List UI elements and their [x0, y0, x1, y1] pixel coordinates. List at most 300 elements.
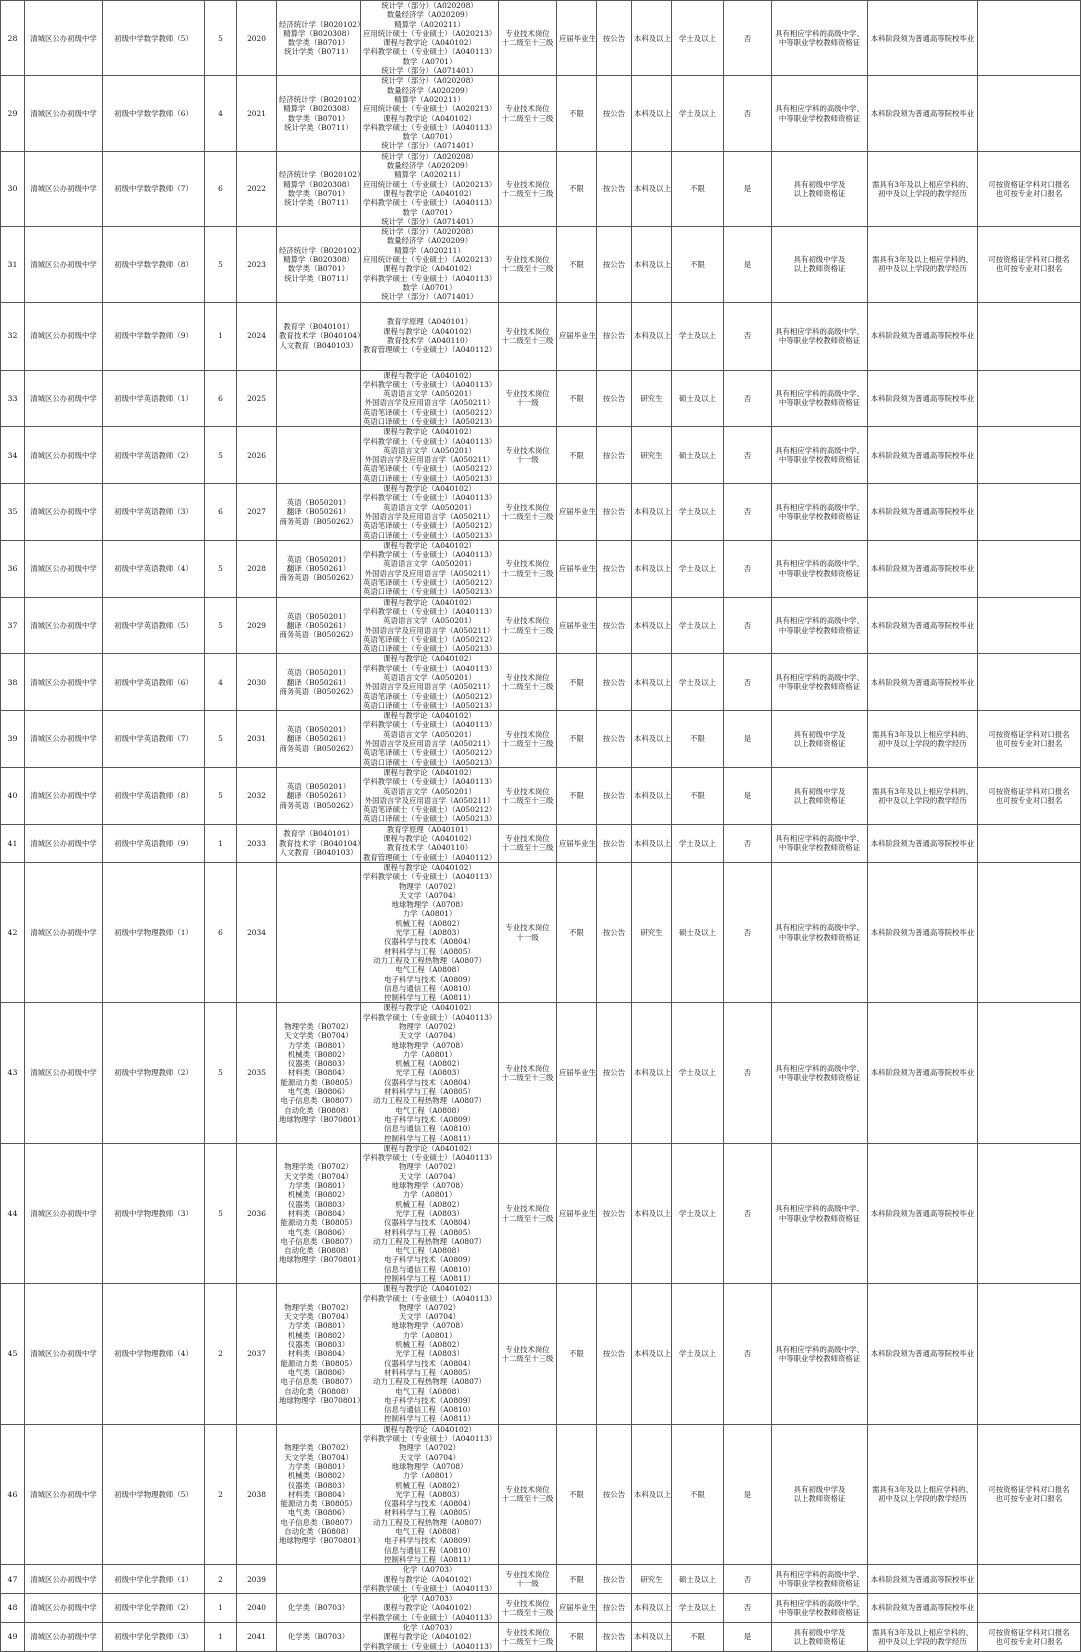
grad-line: 学科教学硕士（专业硕士）（A040113） — [363, 122, 497, 132]
grad-line: 数学（A0701） — [402, 56, 457, 66]
employer-cell: 清城区公办初级中学 — [25, 1003, 103, 1143]
cert-line: 以上教师资格证 — [793, 188, 846, 198]
exam-method-cell: 按公告 — [597, 1622, 632, 1651]
row-number-cell: 46 — [1, 1424, 25, 1564]
grad-line: 统计学（部分）（A020208） — [381, 76, 478, 86]
note-line: 也可按专业对口报名 — [995, 264, 1063, 274]
row-number-cell: 34 — [1, 427, 25, 484]
postgrad-majors-cell — [361, 654, 499, 711]
grad-line: 英语笔译硕士（专业硕士）（A050212） — [363, 464, 497, 474]
undergrad-line: 地球物理学（B070801） — [279, 1255, 365, 1265]
candidate-source-cell: 不限 — [557, 370, 597, 427]
post-level-cell — [499, 1424, 557, 1564]
grad-line: 英语语言文学（A050201） — [383, 786, 476, 796]
other-requirements-cell — [868, 711, 978, 768]
remarks-cell — [978, 862, 1081, 1002]
cert-line: 中等职业学校教师资格证 — [778, 398, 861, 408]
undergrad-line: 数学类（B0701） — [287, 188, 350, 198]
level-line: 十二级至十三级 — [501, 1494, 554, 1504]
grad-line: 材料科学与工程（A0805） — [384, 1227, 475, 1237]
table-row — [1, 1143, 1081, 1283]
grad-line: 英语语言文学（A050201） — [383, 616, 476, 626]
grad-line: 控制科学与工程（A0811） — [384, 1133, 475, 1143]
grad-line: 仪器科学与技术（A0804） — [384, 1218, 475, 1228]
education-cell: 本科及以上 — [632, 654, 672, 711]
grad-line: 统计学（部分）（A071401） — [381, 292, 478, 302]
headcount-cell: 2 — [205, 1284, 237, 1424]
row-number-cell: 41 — [1, 824, 25, 862]
other-requirements-cell — [868, 862, 978, 1002]
undergrad-line: 材料类（B0804） — [287, 1489, 350, 1499]
grad-line: 学科教学硕士（专业硕士）（A040113） — [363, 1583, 497, 1593]
remarks-cell — [978, 654, 1081, 711]
undergrad-line: 统计学类（B0711） — [284, 198, 353, 208]
headcount-cell: 5 — [205, 427, 237, 484]
grad-line: 统计学（部分）（A020208） — [381, 227, 478, 237]
level-line: 专业技术岗位 — [505, 1344, 550, 1354]
exam-method-cell: 按公告 — [597, 767, 632, 824]
level-line: 十二级至十三级 — [501, 1636, 554, 1646]
exam-method-cell: 按公告 — [597, 1594, 632, 1623]
grad-line: 教育学原理（A040101） — [386, 317, 473, 327]
headcount-cell: 1 — [205, 1622, 237, 1651]
remarks-cell — [978, 1424, 1081, 1564]
cert-line: 中等职业学校教师资格证 — [778, 455, 861, 465]
candidate-source-cell: 不限 — [557, 862, 597, 1002]
undergrad-line: 英语（B050201） — [286, 781, 351, 791]
grad-line: 地球物理学（A0708） — [391, 1461, 468, 1471]
undergrad-line: 商务英语（B050262） — [279, 800, 358, 810]
grad-line: 机械工程（A0802） — [395, 1199, 464, 1209]
flag-cell: 否 — [724, 1565, 772, 1594]
grad-line: 外国语言学及应用语言学（A050211） — [364, 739, 495, 749]
row-number-cell: 45 — [1, 1284, 25, 1424]
grad-line: 统计学（部分）（A020208） — [381, 1, 478, 10]
certificate-cell — [772, 767, 868, 824]
remarks-cell — [978, 1565, 1081, 1594]
grad-line: 课程与教学论（A040102） — [383, 484, 476, 494]
candidate-source-cell: 应届毕业生 — [557, 302, 597, 370]
grad-line: 数量经济学（A020209） — [386, 161, 473, 171]
grad-line: 材料科学与工程（A0805） — [384, 1508, 475, 1518]
undergrad-line: 精算学（B020308） — [283, 179, 354, 189]
postgrad-majors-cell — [361, 227, 499, 302]
grad-line: 数学（A0701） — [402, 282, 457, 292]
headcount-cell: 1 — [205, 302, 237, 370]
other-requirements-cell — [868, 1424, 978, 1564]
grad-line: 数量经济学（A020209） — [386, 85, 473, 95]
other-requirements-cell — [868, 1565, 978, 1594]
post-level-cell — [499, 1565, 557, 1594]
other-line: 本科阶段须为普通高等院校毕业 — [870, 1208, 975, 1218]
post-code-cell: 2020 — [237, 1, 277, 76]
post-level-cell — [499, 370, 557, 427]
exam-method-cell: 按公告 — [597, 654, 632, 711]
undergrad-line: 统计学类（B0711） — [284, 122, 353, 132]
grad-line: 英语笔译硕士（专业硕士）（A050212） — [363, 407, 497, 417]
education-cell: 本科及以上 — [632, 484, 672, 541]
degree-cell: 学士及以上 — [672, 1594, 724, 1623]
note-line: 也可按专业对口报名 — [995, 1494, 1063, 1504]
cert-line: 具有相应学科的高级中学、 — [775, 389, 864, 399]
table-row — [1, 302, 1081, 370]
degree-cell: 学士及以上 — [672, 76, 724, 151]
grad-line: 光学工程（A0803） — [395, 1068, 464, 1078]
other-requirements-cell — [868, 824, 978, 862]
undergrad-line: 自动化类（B0808） — [284, 1105, 353, 1115]
grad-line: 英语笔译硕士（专业硕士）（A050212） — [363, 521, 497, 531]
undergrad-line: 能源动力类（B0805） — [280, 1499, 357, 1509]
candidate-source-cell: 应届毕业生 — [557, 1143, 597, 1283]
undergrad-line: 物理学类（B0702） — [284, 1021, 353, 1031]
undergrad-line: 机械类（B0802） — [287, 1471, 350, 1481]
undergrad-line: 仪器类（B0803） — [287, 1480, 350, 1490]
table-row — [1, 1003, 1081, 1143]
education-cell: 本科及以上 — [632, 302, 672, 370]
postgrad-majors-cell — [361, 1284, 499, 1424]
undergrad-majors-cell — [277, 767, 361, 824]
candidate-source-cell: 应届毕业生 — [557, 484, 597, 541]
post-name-cell: 初级中学数学教师（5） — [103, 1, 205, 76]
remarks-cell — [978, 370, 1081, 427]
grad-line: 学科教学硕士（专业硕士）（A040113） — [363, 872, 497, 882]
other-requirements-cell — [868, 1003, 978, 1143]
certificate-cell — [772, 227, 868, 302]
remarks-cell — [978, 824, 1081, 862]
post-level-cell — [499, 227, 557, 302]
other-requirements-cell — [868, 370, 978, 427]
grad-line: 天文学（A0704） — [398, 1452, 461, 1462]
headcount-cell: 5 — [205, 540, 237, 597]
table-row — [1, 1424, 1081, 1564]
degree-cell: 不限 — [672, 1622, 724, 1651]
grad-line: 外国语言学及应用语言学（A050211） — [364, 625, 495, 635]
table-row — [1, 1594, 1081, 1623]
post-name-cell: 初级中学物理教师（1） — [103, 862, 205, 1002]
level-line: 专业技术岗位 — [505, 1063, 550, 1073]
education-cell: 本科及以上 — [632, 76, 672, 151]
employer-cell: 清城区公办初级中学 — [25, 370, 103, 427]
row-number-cell: 33 — [1, 370, 25, 427]
postgrad-majors-cell — [361, 427, 499, 484]
certificate-cell — [772, 1284, 868, 1424]
post-code-cell: 2040 — [237, 1594, 277, 1623]
other-requirements-cell — [868, 427, 978, 484]
level-line: 专业技术岗位 — [505, 1598, 550, 1608]
row-number-cell: 48 — [1, 1594, 25, 1623]
grad-line: 外国语言学及应用语言学（A050211） — [364, 511, 495, 521]
other-line: 本科阶段须为普通高等院校毕业 — [870, 108, 975, 118]
grad-line: 动力工程及工程热物理（A0807） — [373, 1236, 486, 1246]
grad-line: 天文学（A0704） — [398, 1312, 461, 1322]
flag-cell: 否 — [724, 302, 772, 370]
grad-line: 动力工程及工程热物理（A0807） — [373, 955, 486, 965]
undergrad-line: 统计学类（B0711） — [284, 47, 353, 57]
grad-line: 天文学（A0704） — [398, 890, 461, 900]
candidate-source-cell: 不限 — [557, 427, 597, 484]
postgrad-majors-cell — [361, 597, 499, 654]
employer-cell: 清城区公办初级中学 — [25, 654, 103, 711]
cert-line: 具有相应学科的高级中学、 — [775, 559, 864, 569]
grad-line: 英语语言文学（A050201） — [383, 559, 476, 569]
cert-line: 具有相应学科的高级中学、 — [775, 104, 864, 114]
postgrad-majors-cell — [361, 151, 499, 226]
degree-cell: 不限 — [672, 767, 724, 824]
grad-line: 教育技术学（A040110） — [386, 843, 473, 853]
candidate-source-cell: 不限 — [557, 767, 597, 824]
grad-line: 材料科学与工程（A0805） — [384, 946, 475, 956]
post-name-cell: 初级中学数学教师（6） — [103, 76, 205, 151]
table-row — [1, 1622, 1081, 1651]
grad-line: 课程与教学论（A040102） — [383, 1284, 476, 1294]
employer-cell: 清城区公办初级中学 — [25, 1, 103, 76]
grad-line: 控制科学与工程（A0811） — [384, 993, 475, 1003]
level-line: 专业技术岗位 — [505, 1569, 550, 1579]
degree-cell: 学士及以上 — [672, 1, 724, 76]
grad-line: 物理学（A0702） — [398, 1302, 461, 1312]
row-number-cell: 47 — [1, 1565, 25, 1594]
grad-line: 英语语言文学（A050201） — [383, 673, 476, 682]
grad-line: 物理学（A0702） — [398, 1162, 461, 1172]
other-line: 初中及以上学段的教学经历 — [878, 739, 967, 749]
table-row — [1, 711, 1081, 768]
grad-line: 控制科学与工程（A0811） — [384, 1414, 475, 1424]
other-line: 本科阶段须为普通高等院校毕业 — [870, 393, 975, 403]
grad-line: 学科教学硕士（专业硕士）（A040113） — [363, 198, 497, 208]
row-number-cell: 40 — [1, 767, 25, 824]
grad-line: 统计学（部分）（A071401） — [381, 216, 478, 226]
undergrad-majors-cell — [277, 302, 365, 370]
education-cell: 本科及以上 — [632, 1003, 672, 1143]
flag-cell: 否 — [724, 427, 772, 484]
undergrad-line: 教育学（B040101） — [283, 322, 354, 332]
level-line: 十二级至十三级 — [501, 795, 554, 805]
grad-line: 课程与教学论（A040102） — [383, 540, 476, 550]
employer-cell: 清城区公办初级中学 — [25, 1424, 103, 1564]
other-line: 本科阶段须为普通高等院校毕业 — [870, 838, 975, 848]
grad-line: 英语口译硕士（专业硕士）（A050213） — [363, 530, 497, 540]
cert-line: 具有相应学科的高级中学、 — [775, 923, 864, 933]
grad-line: 电子科学与技术（A0809） — [384, 1255, 475, 1265]
undergrad-line: 机械类（B0802） — [287, 1190, 350, 1200]
cert-line: 具有相应学科的高级中学、 — [775, 445, 864, 455]
undergrad-line: 商务英语（B050262） — [279, 686, 358, 696]
level-line: 专业技术岗位 — [505, 445, 550, 455]
candidate-source-cell: 不限 — [557, 654, 597, 711]
undergrad-line: 仪器类（B0803） — [287, 1059, 350, 1069]
cert-line: 中等职业学校教师资格证 — [778, 511, 861, 521]
employer-cell: 清城区公办初级中学 — [25, 227, 103, 302]
grad-line: 英语笔译硕士（专业硕士）（A050212） — [363, 578, 497, 588]
remarks-cell — [978, 1284, 1081, 1424]
post-level-cell — [499, 1143, 557, 1283]
level-line: 专业技术岗位 — [505, 28, 550, 38]
education-cell: 本科及以上 — [632, 1622, 672, 1651]
note-line: 可按资格证学科对口报名 — [988, 1485, 1070, 1495]
undergrad-line: 翻译（B050261） — [286, 677, 351, 687]
level-line: 十一级 — [516, 455, 539, 465]
remarks-cell — [978, 151, 1081, 226]
post-code-cell: 2032 — [237, 767, 277, 824]
post-name-cell: 初级中学英语教师（6） — [103, 654, 205, 711]
undergrad-line: 电子信息类（B0807） — [280, 1096, 357, 1106]
undergrad-majors-cell — [277, 1594, 361, 1623]
table-row — [1, 1284, 1081, 1424]
level-line: 十一级 — [516, 398, 539, 408]
flag-cell: 是 — [724, 227, 772, 302]
table-row — [1, 370, 1081, 427]
grad-line: 外国语言学及应用语言学（A050211） — [364, 795, 495, 805]
undergrad-line: 教育学（B040101） — [283, 829, 354, 839]
grad-line: 课程与教学论（A040102） — [383, 1424, 476, 1434]
exam-method-cell: 按公告 — [597, 597, 632, 654]
flag-cell: 否 — [724, 370, 772, 427]
cert-line: 具有初级中学及 — [793, 255, 846, 265]
undergrad-line: 仪器类（B0803） — [287, 1340, 350, 1350]
grad-line: 数学（A0701） — [402, 132, 457, 142]
certificate-cell — [772, 484, 868, 541]
exam-method-cell: 按公告 — [597, 1003, 632, 1143]
education-cell: 研究生 — [632, 370, 672, 427]
undergrad-line: 电气类（B0806） — [287, 1508, 350, 1518]
remarks-cell — [978, 76, 1081, 151]
other-line: 本科阶段须为普通高等院校毕业 — [870, 450, 975, 460]
undergrad-line: 天文学类（B0704） — [284, 1452, 353, 1462]
undergrad-line: 翻译（B050261） — [286, 564, 351, 574]
postgrad-majors-cell — [361, 1565, 499, 1594]
grad-line: 英语语言文学（A050201） — [383, 729, 476, 739]
note-line: 可按资格证学科对口报名 — [988, 179, 1070, 189]
other-line: 初中及以上学段的教学经历 — [878, 795, 967, 805]
undergrad-line: 商务英语（B050262） — [279, 516, 358, 526]
education-cell: 本科及以上 — [632, 1143, 672, 1283]
grad-line: 信息与通信工程（A0810） — [384, 1545, 475, 1555]
employer-cell: 清城区公办初级中学 — [25, 711, 103, 768]
grad-line: 课程与教学论（A040102） — [383, 113, 476, 123]
grad-line: 信息与通信工程（A0810） — [384, 1264, 475, 1274]
row-number-cell: 44 — [1, 1143, 25, 1283]
postgrad-majors-cell — [361, 1, 499, 76]
post-code-cell: 2025 — [237, 370, 277, 427]
grad-line: 课程与教学论（A040102） — [383, 862, 476, 872]
undergrad-majors-cell — [277, 711, 361, 768]
post-name-cell: 初级中学英语教师（5） — [103, 597, 205, 654]
flag-cell: 否 — [724, 484, 772, 541]
grad-line: 力学（A0801） — [402, 1049, 457, 1059]
grad-line: 物理学（A0702） — [398, 1443, 461, 1453]
post-name-cell: 初级中学英语教师（7） — [103, 711, 205, 768]
degree-cell: 学士及以上 — [672, 824, 724, 862]
exam-method-cell: 按公告 — [597, 1565, 632, 1594]
grad-line: 英语口译硕士（专业硕士）（A050213） — [363, 473, 497, 483]
undergrad-line: 材料类（B0804） — [287, 1208, 350, 1218]
row-number-cell: 32 — [1, 302, 25, 370]
postgrad-majors-cell — [361, 824, 499, 862]
remarks-cell — [978, 1622, 1081, 1651]
grad-line: 英语语言文学（A050201） — [383, 502, 476, 512]
level-line: 十一级 — [516, 1579, 539, 1589]
other-requirements-cell — [868, 540, 978, 597]
grad-line: 力学（A0801） — [402, 909, 457, 919]
grad-line: 机械工程（A0802） — [395, 1340, 464, 1350]
undergrad-line: 经济统计学（B020102） — [279, 245, 365, 255]
grad-line: 英语口译硕士（专业硕士）（A050213） — [363, 587, 497, 597]
grad-line: 光学工程（A0803） — [395, 1489, 464, 1499]
level-line: 十二级至十三级 — [501, 843, 554, 853]
certificate-cell — [772, 540, 868, 597]
post-code-cell: 2035 — [237, 1003, 277, 1143]
undergrad-line: 翻译（B050261） — [286, 620, 351, 630]
grad-line: 学科教学硕士（专业硕士）（A040113） — [363, 436, 497, 446]
grad-line: 信息与通信工程（A0810） — [384, 1124, 475, 1134]
grad-line: 天文学（A0704） — [398, 1031, 461, 1041]
grad-line: 电气工程（A0808） — [395, 1246, 464, 1256]
certificate-cell — [772, 302, 868, 370]
degree-cell: 学士及以上 — [672, 597, 724, 654]
undergrad-majors-cell — [277, 370, 361, 427]
remarks-cell — [978, 484, 1081, 541]
row-number-cell: 39 — [1, 711, 25, 768]
grad-line: 学科教学硕士（专业硕士）（A040113） — [363, 493, 497, 503]
grad-line: 精算学（A020211） — [394, 245, 465, 255]
grad-line: 仪器科学与技术（A0804） — [384, 1358, 475, 1368]
other-requirements-cell — [868, 1143, 978, 1283]
certificate-cell — [772, 862, 868, 1002]
candidate-source-cell: 应届毕业生 — [557, 1594, 597, 1623]
certificate-cell — [772, 1565, 868, 1594]
level-line: 十二级至十三级 — [501, 1608, 554, 1618]
other-line: 需具有3年及以上相应学科的、 — [872, 729, 973, 739]
remarks-cell — [978, 767, 1081, 824]
degree-cell: 学士及以上 — [672, 1143, 724, 1283]
degree-cell: 不限 — [672, 1424, 724, 1564]
remarks-cell — [978, 711, 1081, 768]
level-line: 专业技术岗位 — [505, 1627, 550, 1637]
grad-line: 统计学（部分）（A071401） — [381, 141, 478, 151]
undergrad-line: 电气类（B0806） — [287, 1087, 350, 1097]
post-code-cell: 2031 — [237, 711, 277, 768]
candidate-source-cell: 不限 — [557, 76, 597, 151]
flag-cell: 否 — [724, 654, 772, 711]
undergrad-line: 数学类（B0701） — [287, 38, 350, 48]
level-line: 专业技术岗位 — [505, 104, 550, 114]
undergrad-majors-cell — [277, 1622, 361, 1651]
degree-cell: 学士及以上 — [672, 484, 724, 541]
grad-line: 电子科学与技术（A0809） — [384, 1536, 475, 1546]
grad-line: 天文学（A0704） — [398, 1171, 461, 1181]
cert-line: 中等职业学校教师资格证 — [778, 336, 861, 345]
undergrad-line: 能源动力类（B0805） — [280, 1218, 357, 1228]
undergrad-majors-cell — [277, 484, 361, 541]
table-row — [1, 76, 1081, 151]
grad-line: 电子科学与技术（A0809） — [384, 974, 475, 984]
cert-line: 具有相应学科的高级中学、 — [775, 616, 864, 626]
remarks-cell — [978, 597, 1081, 654]
cert-line: 以上教师资格证 — [793, 795, 846, 805]
undergrad-line: 力学类（B0801） — [287, 1321, 350, 1331]
cert-line: 中等职业学校教师资格证 — [778, 682, 861, 692]
postgrad-majors-cell — [361, 302, 499, 370]
employer-cell: 清城区公办初级中学 — [25, 1284, 103, 1424]
flag-cell: 是 — [724, 767, 772, 824]
level-line: 专业技术岗位 — [505, 616, 550, 626]
other-line: 本科阶段须为普通高等院校毕业 — [870, 620, 975, 630]
education-cell: 本科及以上 — [632, 711, 672, 768]
grad-line: 化学（A0703） — [402, 1565, 457, 1575]
cert-line: 中等职业学校教师资格证 — [778, 568, 861, 578]
certificate-cell — [772, 824, 868, 862]
post-level-cell — [499, 76, 557, 151]
